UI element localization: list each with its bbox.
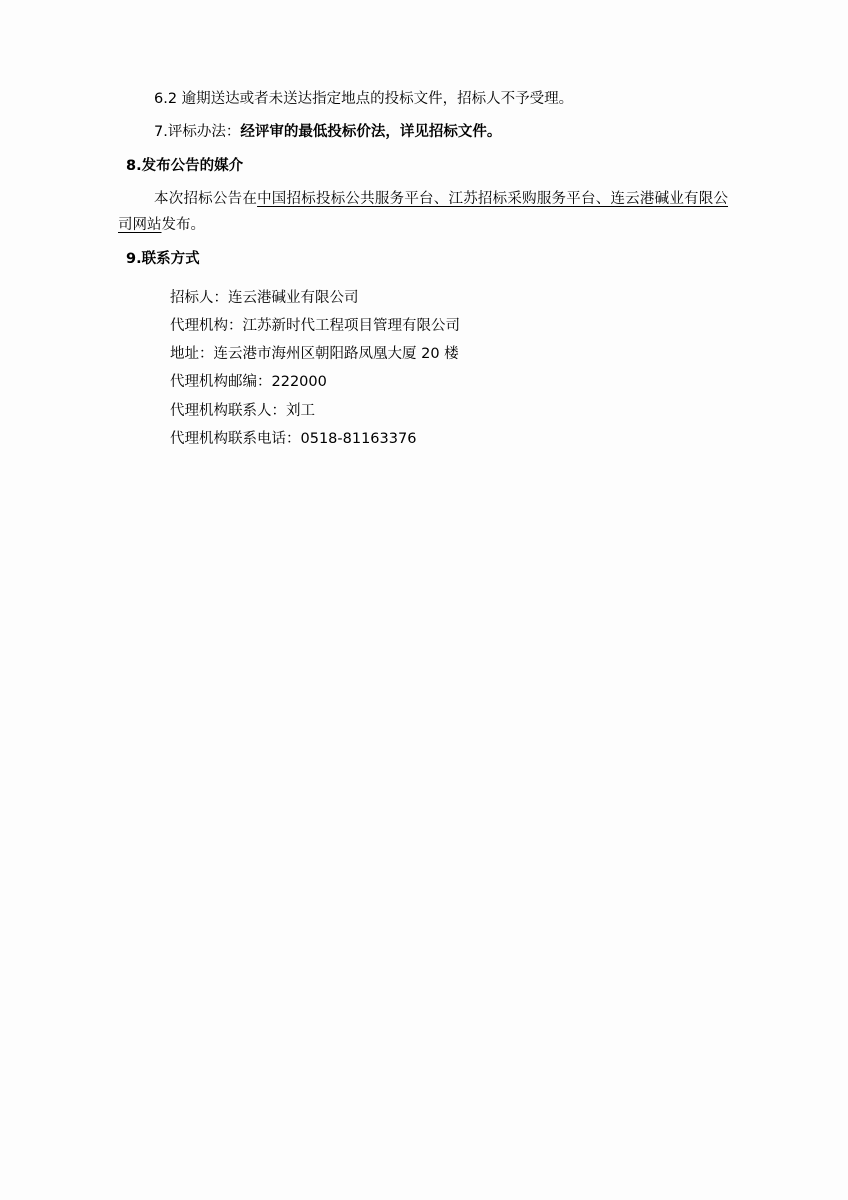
- contact-person-label: 代理机构联系人：: [170, 402, 286, 419]
- paragraph-8-media-list: 中国招标投标公共服务平台、江苏招标采购服务平台、连云港碱业有限公司网站: [118, 191, 729, 233]
- contact-agency-label: 代理机构：: [170, 317, 243, 334]
- contact-person: [118, 397, 728, 425]
- clause-6-2-text: 6.2 逾期送达或者未送达指定地点的投标文件，招标人不予受理。: [154, 91, 574, 107]
- document-body: [118, 88, 728, 453]
- heading-section-9-text: 9.联系方式: [126, 251, 200, 268]
- contact-postcode-label: 代理机构邮编：: [170, 374, 272, 391]
- contact-tenderee-value: 连云港碱业有限公司: [228, 289, 359, 306]
- contact-tenderee-label: 招标人：: [170, 289, 228, 306]
- heading-section-8: [118, 155, 728, 177]
- heading-section-9: [118, 248, 728, 270]
- contact-agency-value: 江苏新时代工程项目管理有限公司: [242, 317, 460, 334]
- heading-section-8-text: 8.发布公告的媒介: [126, 157, 244, 174]
- paragraph-8-prefix: 本次招标公告在: [154, 191, 258, 208]
- clause-7-emphasis: 经评审的最低投标价法，详见招标文件。: [240, 124, 502, 141]
- contact-tenderee: [118, 284, 728, 312]
- clause-7-label: 7.评标办法：: [154, 124, 241, 141]
- contact-address-label: 地址：: [170, 346, 214, 363]
- paragraph-section-8: [118, 187, 728, 238]
- contact-phone: [118, 425, 728, 453]
- contact-address: [118, 340, 728, 368]
- clause-6-2: [118, 88, 728, 110]
- contact-postcode: [118, 368, 728, 396]
- contact-phone-label: 代理机构联系电话：: [170, 430, 301, 447]
- clause-7: [118, 121, 728, 143]
- contact-phone-value: 0518-81163376: [300, 430, 417, 447]
- contact-address-value: 连云港市海州区朝阳路凤凰大厦 20 楼: [213, 346, 459, 363]
- contact-agency: [118, 312, 728, 340]
- contact-postcode-value: 222000: [271, 374, 327, 391]
- paragraph-8-suffix: 发布。: [161, 216, 205, 233]
- contact-person-value: 刘工: [286, 402, 315, 419]
